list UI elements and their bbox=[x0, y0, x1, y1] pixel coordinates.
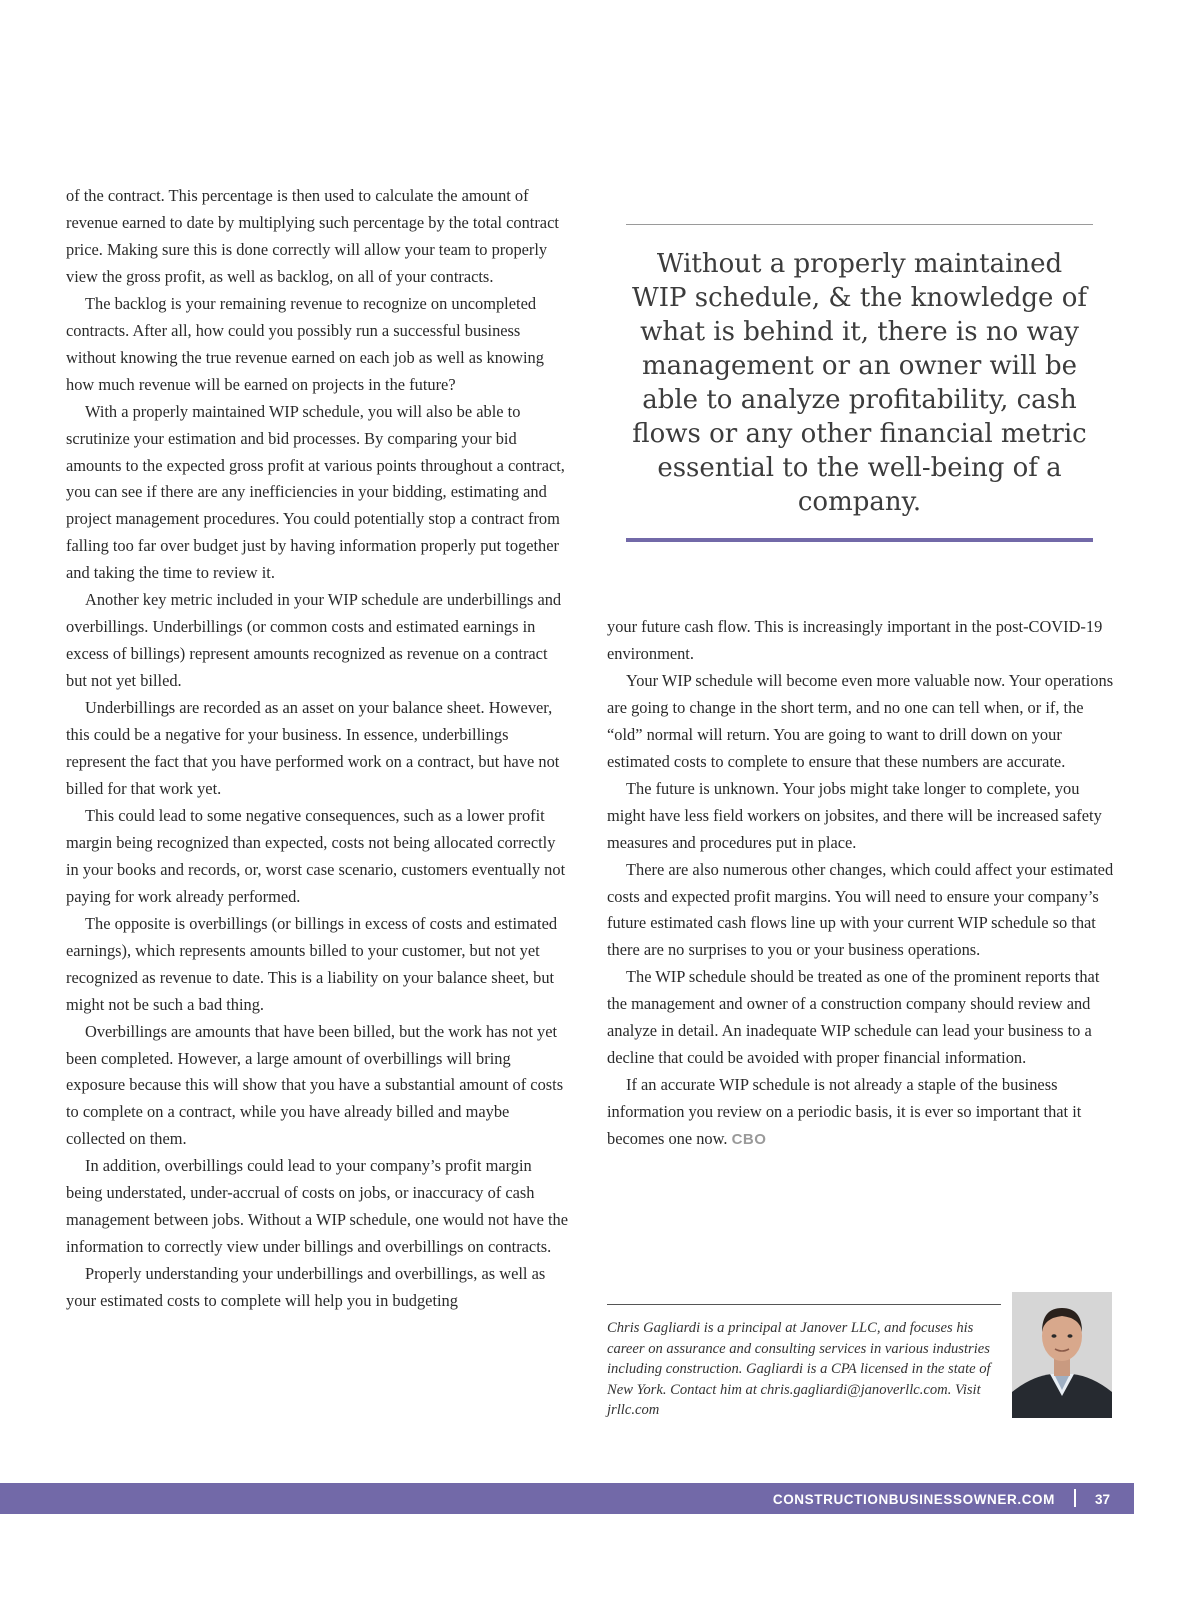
article-paragraph: The backlog is your remaining revenue to recognize on uncompleted contracts. After all, how could you possibly run a successful business without knowing the true revenue earned on each job as well as knowing how much revenue will be earned on projects in the future? bbox=[66, 293, 544, 394]
article-paragraph: Overbillings are amounts that have been billed, but the work has not yet been completed. However, a large amount of overbillings will bring exposure because this will show that you have a substantial amount of costs to complete on a contract, while you have already billed and maybe collected on them. bbox=[66, 1021, 564, 1149]
article-paragraph: The future is unknown. Your jobs might take longer to complete, you might have less field workers on jobsites, and there will be increased safety measures and procedures put in place. bbox=[607, 778, 1102, 852]
pull-quote-bottom-rule bbox=[626, 538, 1093, 542]
article-paragraph: Underbillings are recorded as an asset on your balance sheet. However, this could be a negative for your business. In essence, underbillings represent the fact that you have performed work on a contract, but have not billed for that work yet. bbox=[66, 698, 560, 798]
pull-quote bbox=[626, 224, 1093, 519]
pull-quote-top-rule bbox=[626, 224, 1093, 225]
cbo-end-mark: CBO bbox=[731, 1131, 767, 1149]
article-paragraph: This could lead to some negative consequences, such as a lower profit margin being recognized than expected, costs not being allocated correctly in your books and records, or, worst case scenario, customers eventually not paying for work already performed. bbox=[66, 805, 566, 906]
article-paragraph: There are also numerous other changes, which could affect your estimated costs and expected profit margins. You will need to ensure your company’s future estimated cash flows line up with your current WIP schedule so that there are no surprises to you or your business operations. bbox=[607, 859, 1114, 960]
article-paragraph: Your WIP schedule will become even more valuable now. Your operations are going to change in the short term, and no one can tell when, or if, the “old” normal will return. You are going to want to drill down on your estimated costs to complete to ensure that these numbers are accurate. bbox=[607, 670, 1114, 771]
author-photo bbox=[1012, 1292, 1112, 1418]
page-number: 37 bbox=[1095, 1492, 1111, 1507]
footer-website: CONSTRUCTIONBUSINESSOWNER.COM bbox=[772, 1492, 1055, 1507]
article-paragraph: Properly understanding your underbillings and overbillings, as well as your estimated costs to complete will help you in budgeting bbox=[66, 1264, 546, 1311]
author-portrait-icon bbox=[1012, 1292, 1112, 1418]
article-paragraph-text: If an accurate WIP schedule is not already a staple of the business information you review on a periodic basis, it is ever so important that it becomes one now. bbox=[607, 1075, 1082, 1149]
left-article-column bbox=[66, 183, 572, 1315]
article-paragraph: The opposite is overbillings (or billings in excess of costs and estimated earnings), which represents amounts billed to your customer, but not yet recognized as revenue to date. This is a liability on your balance sheet, but might not be such a bad thing. bbox=[66, 913, 558, 1014]
article-paragraph bbox=[607, 1072, 1115, 1154]
article-paragraph: In addition, overbillings could lead to your company’s profit margin being understated, under-accrual of costs on jobs, or inaccuracy of cash management between jobs. Without a WIP schedule, one would not have the information to correctly view under billings and overbillings on contracts. bbox=[66, 1156, 569, 1257]
author-bio: Chris Gagliardi is a principal at Janover LLC, and focuses his career on assurance and consulting services in various industries including construction. Gagliardi is a CPA licensed in the state of New York. Contact him at chris.gagliardi@janoverllc.com. Visit jrllc.com bbox=[607, 1320, 991, 1418]
article-paragraph: The WIP schedule should be treated as one of the prominent reports that the management and owner of a construction company should review and analyze in detail. An inadequate WIP schedule can lead your business to a decline that could be avoided with proper financial information. bbox=[607, 967, 1100, 1068]
footer-separator bbox=[1074, 1489, 1076, 1507]
article-paragraph: With a properly maintained WIP schedule, you will also be able to scrutinize your estimation and bid processes. By comparing your bid amounts to the expected gross profit at various points throughout a contract, you can see if there are any inefficiencies in your bidding, estimating and project management procedures. You could potentially stop a contract from falling too far over budget just by having information properly put together and taking the time to review it. bbox=[66, 401, 565, 583]
article-paragraph: your future cash flow. This is increasingly important in the post-COVID-19 environment. bbox=[607, 617, 1103, 663]
article-paragraph: Another key metric included in your WIP schedule are underbillings and overbillings. Underbillings (or common costs and estimated earnings in excess of billings) represent amounts recognized as revenue on a contract but not yet billed. bbox=[66, 590, 562, 691]
bio-divider bbox=[607, 1304, 1001, 1305]
footer-bar bbox=[0, 1483, 1134, 1514]
pull-quote-text: Without a properly maintained WIP schedule, & the knowledge of what is behind it, there is no way management or an owner will be able to analyze profitability, cash flows or any other financial metric essential to the well-being of a company. bbox=[632, 249, 1087, 517]
right-article-column bbox=[607, 614, 1115, 1154]
article-paragraph: of the contract. This percentage is then used to calculate the amount of revenue earned to date by multiplying such percentage by the total contract price. Making sure this is done correctly will allow your team to properly view the gross profit, as well as backlog, on all of your contracts. bbox=[66, 186, 559, 286]
